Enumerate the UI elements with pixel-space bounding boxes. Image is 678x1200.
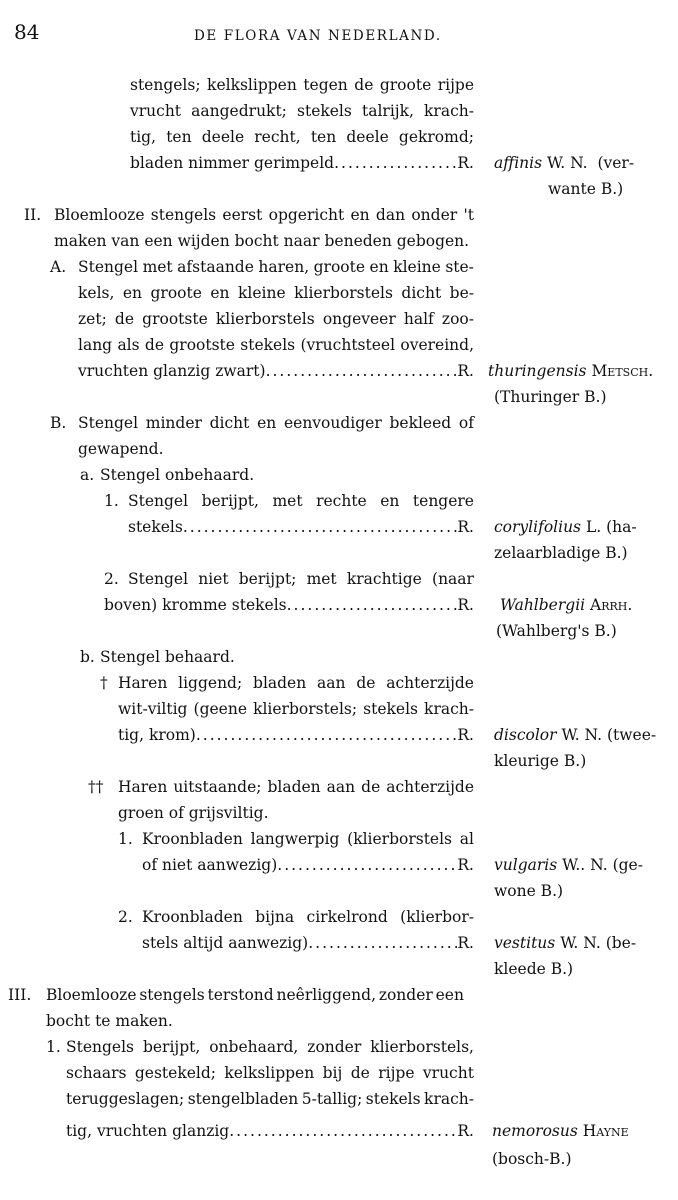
common-name: (Wahlberg's B.) bbox=[496, 622, 617, 640]
species-name: thuringensis Metsch. bbox=[488, 362, 654, 380]
key-number: † bbox=[100, 674, 108, 692]
key-text-leader: tig, krom) ..... R. bbox=[118, 728, 474, 744]
common-name: wante B.) bbox=[548, 180, 624, 198]
key-text: Stengel onbehaard. bbox=[100, 466, 255, 484]
key-text: Stengel niet berijpt; met krachtige (naar bbox=[128, 570, 474, 588]
page-number: 84 bbox=[14, 20, 40, 44]
key-text: zet; de grootste klierborstels ongeveer half zoo- bbox=[78, 310, 474, 328]
species-name: affinis W. N. (ver- bbox=[494, 154, 635, 172]
running-title: DE FLORA VAN NEDERLAND. bbox=[194, 28, 442, 44]
key-number: †† bbox=[88, 778, 104, 796]
species-name: vulgaris W.. N. (ge- bbox=[494, 856, 643, 874]
key-text-leader: boven) kromme stekels ..... R. bbox=[104, 598, 474, 614]
key-text: Haren uitstaande; bladen aan de achterzijde bbox=[118, 778, 474, 796]
key-text: Stengel met afstaande haren, groote en kleine ste- bbox=[78, 258, 474, 276]
species-name: corylifolius L. (ha- bbox=[494, 518, 637, 536]
species-name: vestitus W. N. (be- bbox=[494, 934, 637, 952]
common-name: kleurige B.) bbox=[494, 752, 587, 770]
key-text: Stengel minder dicht en eenvoudiger bekleed of bbox=[78, 414, 474, 432]
key-text: stengels; kelkslippen tegen de groote rijpe bbox=[130, 76, 474, 94]
common-name: (Thuringer B.) bbox=[494, 388, 607, 406]
common-name: wone B.) bbox=[494, 882, 564, 900]
dot-leader bbox=[196, 728, 458, 744]
dot-leader bbox=[229, 1124, 457, 1140]
key-text: vrucht aangedrukt; stekels talrijk, krach- bbox=[130, 102, 474, 120]
key-number: 2. bbox=[118, 908, 133, 926]
key-text-leader: tig, vruchten glanzig ..... R. bbox=[66, 1124, 474, 1140]
key-number: a. bbox=[80, 466, 95, 484]
key-text-leader: of niet aanwezig) ..... R. bbox=[142, 858, 474, 874]
key-text: Bloemlooze stengels terstond neêrliggend, zonder een bbox=[46, 986, 464, 1004]
key-text: bocht te maken. bbox=[46, 1012, 173, 1030]
common-name: zelaarbladige B.) bbox=[494, 544, 628, 562]
dot-leader bbox=[334, 156, 457, 172]
key-text-leader: bladen nimmer gerimpeld ..... R. bbox=[130, 156, 474, 172]
key-text: maken van een wijden bocht naar beneden gebogen. bbox=[54, 232, 470, 250]
key-text-leader: stels altijd aanwezig) ..... R. bbox=[142, 936, 474, 952]
key-text: teruggeslagen; stengelbladen 5-tallig; stekels krach- bbox=[66, 1090, 474, 1108]
key-text: Haren liggend; bladen aan de achterzijde bbox=[118, 674, 474, 692]
key-number: 1. bbox=[104, 492, 119, 510]
key-number: II. bbox=[24, 206, 42, 224]
key-number: 1. bbox=[118, 830, 133, 848]
dot-leader bbox=[183, 520, 458, 536]
key-text-leader: stekels ..... R. bbox=[128, 520, 474, 536]
dot-leader bbox=[287, 598, 458, 614]
key-text: Stengel behaard. bbox=[100, 648, 235, 666]
species-name: discolor W. N. (twee- bbox=[494, 726, 657, 744]
key-number: 2. bbox=[104, 570, 119, 588]
key-text: schaars gestekeld; kelkslippen bij de rijpe vrucht bbox=[66, 1064, 474, 1082]
key-text: Stengels berijpt, onbehaard, zonder klierborstels, bbox=[66, 1038, 474, 1056]
key-number: B. bbox=[50, 414, 67, 432]
key-text: tig, ten deele recht, ten deele gekromd; bbox=[130, 128, 474, 146]
key-number: A. bbox=[50, 258, 67, 276]
key-number: b. bbox=[80, 648, 95, 666]
key-text: kels, en groote en kleine klierborstels dicht be- bbox=[78, 284, 474, 302]
species-name: Wahlbergii Arrh. bbox=[500, 596, 633, 614]
dot-leader bbox=[308, 936, 457, 952]
key-text: Bloemlooze stengels eerst opgericht en dan onder 't bbox=[54, 206, 474, 224]
dot-leader bbox=[277, 858, 457, 874]
common-name: (bosch-B.) bbox=[492, 1150, 572, 1168]
key-number: III. bbox=[8, 986, 32, 1004]
key-text: Kroonbladen langwerpig (klierborstels al bbox=[142, 830, 474, 848]
key-text: wit-viltig (geene klierborstels; stekels krach- bbox=[118, 700, 474, 718]
species-name: nemorosus Hayne bbox=[492, 1122, 629, 1140]
key-text: gewapend. bbox=[78, 440, 164, 458]
key-text: Kroonbladen bijna cirkelrond (klierbor- bbox=[142, 908, 474, 926]
key-number: 1. bbox=[46, 1038, 61, 1056]
key-text: Stengel berijpt, met rechte en tengere bbox=[128, 492, 474, 510]
dot-leader bbox=[266, 364, 458, 380]
key-text: groen of grijsviltig. bbox=[118, 804, 269, 822]
common-name: kleede B.) bbox=[494, 960, 574, 978]
key-text-leader: vruchten glanzig zwart) ..... R. bbox=[78, 364, 474, 380]
key-text: lang als de grootste stekels (vruchtsteel overeind, bbox=[78, 336, 474, 354]
